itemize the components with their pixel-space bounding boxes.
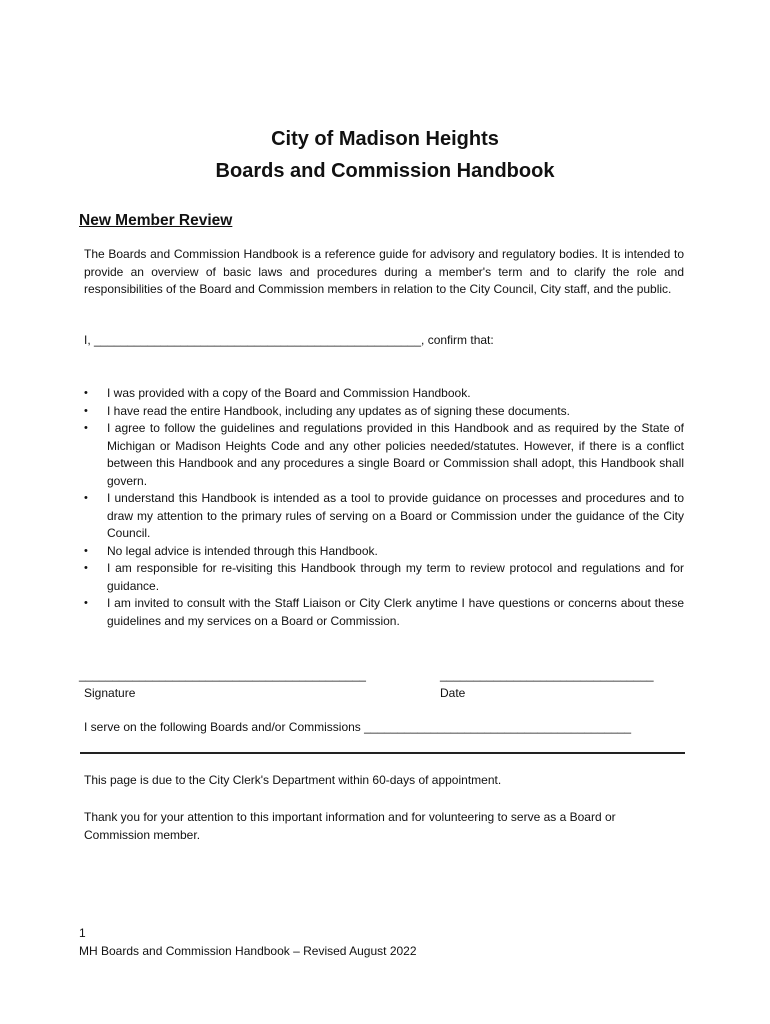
signature-label: Signature — [84, 686, 136, 700]
bullet-icon: • — [84, 597, 88, 609]
bullet-icon: • — [84, 562, 88, 574]
list-item — [84, 385, 684, 403]
list-item-text: No legal advice is intended through this Handbook. — [107, 543, 378, 558]
list-item-text: I was provided with a copy of the Board and Commission Handbook. — [107, 386, 471, 400]
list-item — [84, 560, 684, 595]
intro-paragraph: The Boards and Commission Handbook is a reference guide for advisory and regulatory bodies. It is intended to provide an overview of basic laws and procedures during a member's term and to clarify the role and responsibilities of the Board and Commission members in relation to the City Council, City staff, and the public. — [84, 247, 684, 296]
section-heading: New Member Review — [79, 212, 233, 229]
document-title-line2: Boards and Commission Handbook — [215, 160, 555, 182]
due-note: This page is due to the City Clerk's Department within 60-days of appointment. — [84, 773, 502, 787]
bullet-icon: • — [84, 492, 88, 504]
list-item-text: I have read the entire Handbook, including any updates as of signing these documents. — [107, 403, 570, 418]
list-item — [84, 403, 684, 421]
list-item-text: I understand this Handbook is intended as a tool to provide guidance on processes and procedures and to draw my attention to the primary rules of serving on a Board or Commission under the guidance of the City Council. — [107, 491, 684, 540]
date-label: Date — [440, 686, 466, 700]
date-field[interactable]: ________________________________ — [440, 668, 654, 682]
list-item — [84, 420, 684, 490]
list-item — [84, 490, 684, 543]
document-title-line1: City of Madison Heights — [271, 128, 499, 150]
list-item — [84, 543, 684, 561]
divider — [80, 752, 685, 754]
bullet-icon: • — [84, 544, 88, 557]
signature-field[interactable]: ___________________________________________ — [79, 668, 366, 682]
bullet-icon: • — [84, 404, 88, 417]
page-number: 1 — [79, 926, 86, 940]
list-item-text: I am invited to consult with the Staff Liaison or City Clerk anytime I have questions or concerns about these guidelines and my services on a Board or Commission. — [107, 596, 684, 628]
boards-served-field[interactable]: I serve on the following Boards and/or Commissions ________________________________________ — [84, 720, 632, 734]
thanks-note: Thank you for your attention to this important information and for volunteering to serve as a Board or Commission member. — [84, 810, 616, 842]
list-item — [84, 595, 684, 630]
page-footer: MH Boards and Commission Handbook – Revised August 2022 — [79, 944, 417, 958]
acknowledgement-list — [84, 385, 684, 630]
list-item-text: I am responsible for re-visiting this Handbook through my term to review protocol and regulations and for guidance. — [107, 561, 684, 593]
confirm-line: I, _________________________________________________, confirm that: — [84, 333, 494, 347]
bullet-icon: • — [84, 387, 88, 399]
bullet-icon: • — [84, 422, 88, 434]
list-item-text: I agree to follow the guidelines and regulations provided in this Handbook and as required by the State of Michigan or Madison Heights Code and any other policies needed/statutes. However, if there is a conflict between this Handbook and any procedures a single Board or Commission shall adopt, this Handbook shall govern. — [107, 421, 684, 488]
